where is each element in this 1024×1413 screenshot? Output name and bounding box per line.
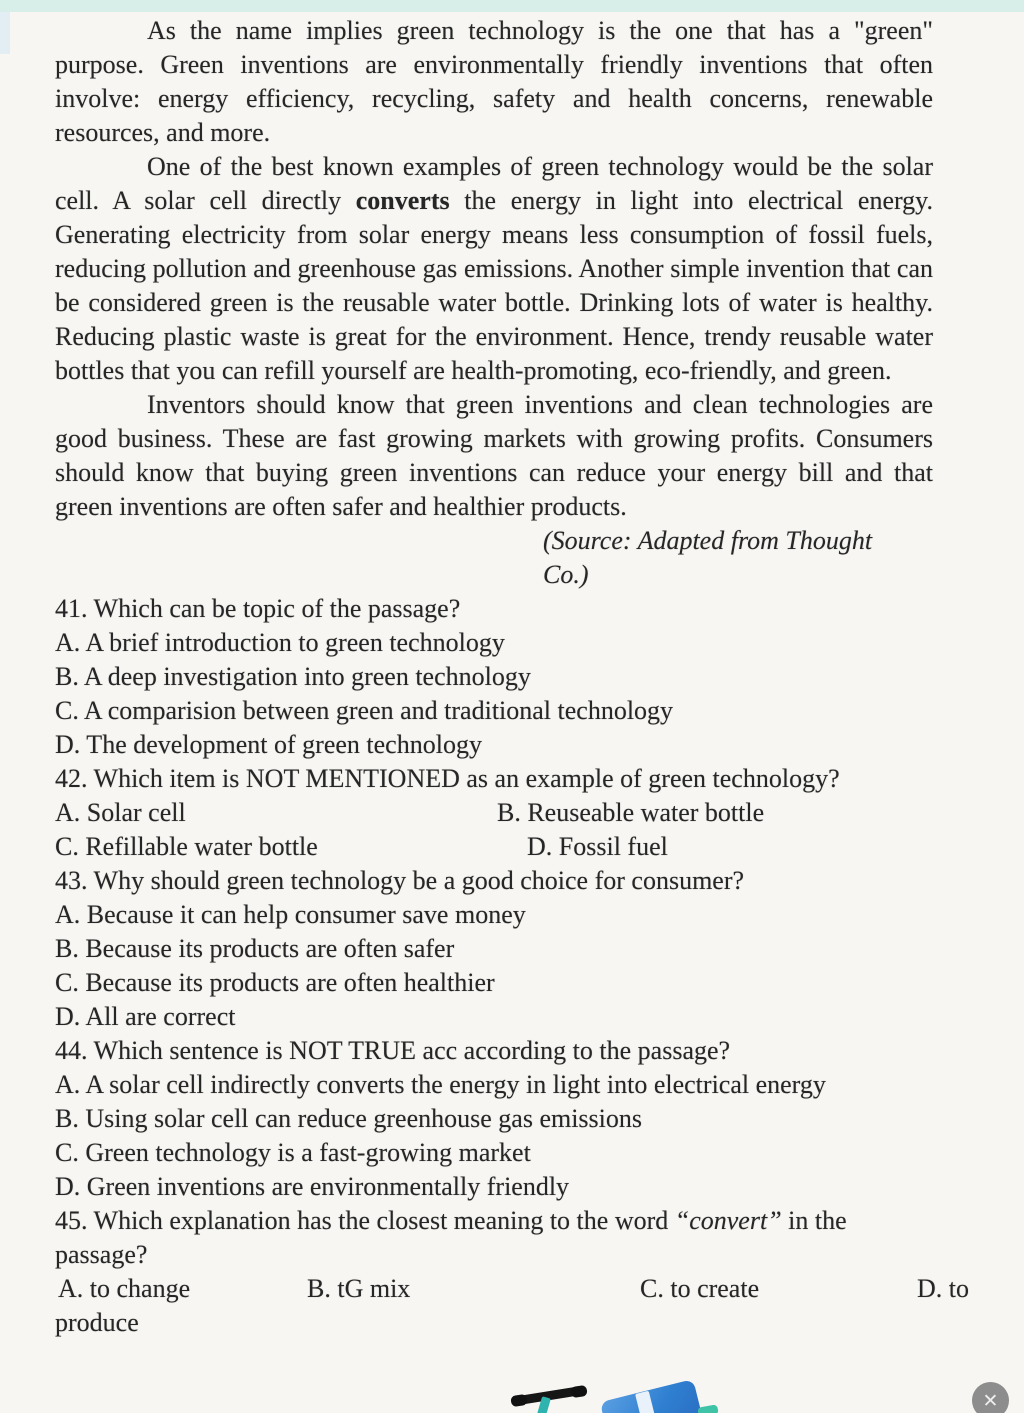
- paragraph-2-text-end: the energy in light into electrical energy. Generating electricity from solar energy means less consumption of fossil fuels, reducing pollution and greenhouse gas emissions. Another simple invention that can be considered green is the reusable water bottle. Drinking lots of water is healthy. Reducing plastic waste is great for the environment. Hence, trendy reusable water bottles that you can refill yourself are health-promoting, eco-friendly, and green.: [55, 186, 933, 385]
- question-45-option-b: B. tG mix: [307, 1274, 411, 1303]
- question-42-option-c: C. Refillable water bottle: [55, 832, 318, 861]
- question-43-title: 43. Why should green technology be a good choice for consumer?: [55, 866, 745, 895]
- question-45-title-start: 45. Which explanation has the closest meaning to the word: [55, 1206, 675, 1235]
- question-44-title: 44. Which sentence is NOT TRUE acc according to the passage?: [55, 1036, 731, 1065]
- paragraph-2-text-start: One of the best known examples of green technology would be the solar cell. A solar cell directly: [55, 152, 933, 215]
- question-41-option-d: D. The development of green technology: [55, 730, 482, 759]
- close-icon: ✕: [982, 1389, 999, 1412]
- blue-object-image: [600, 1386, 710, 1413]
- question-44-option-b: B. Using solar cell can reduce greenhouse gas emissions: [55, 1104, 643, 1133]
- question-41-title: 41. Which can be topic of the passage?: [55, 594, 461, 623]
- question-45-option-a: A. to change: [58, 1274, 191, 1303]
- question-43-option-d: D. All are correct: [55, 1002, 236, 1031]
- close-button[interactable]: [972, 1382, 1009, 1413]
- question-41-option-b: B. A deep investigation into green technology: [55, 662, 531, 691]
- question-42-options-row-1: [55, 796, 933, 830]
- question-42-option-a: A. Solar cell: [55, 798, 186, 827]
- scooter-handlebar-image: [511, 1383, 597, 1413]
- passage-paragraph-2: [55, 150, 933, 388]
- source-attribution: [543, 524, 933, 592]
- question-45-option-c: C. to create: [640, 1274, 760, 1303]
- question-43-option-b: B. Because its products are often safer: [55, 934, 455, 963]
- question-45: [55, 1204, 969, 1340]
- teal-object-fragment: [697, 1404, 718, 1413]
- question-45-title-line-1: [55, 1204, 933, 1238]
- question-45-option-d: D. to: [917, 1274, 969, 1303]
- top-strip: [0, 0, 1024, 12]
- question-43-option-c: C. Because its products are often healthier: [55, 968, 495, 997]
- question-42-title: 42. Which item is NOT MENTIONED as an example of green technology?: [55, 764, 840, 793]
- question-41-option-c: C. A comparision between green and traditional technology: [55, 696, 674, 725]
- question-44: [55, 1034, 933, 1204]
- question-43-option-a: A. Because it can help consumer save money: [55, 900, 526, 929]
- question-42-option-b: B. Reuseable water bottle: [497, 798, 765, 827]
- bold-word-converts: converts: [355, 186, 450, 215]
- question-43: [55, 864, 933, 1034]
- question-45-title-end: in the: [781, 1206, 847, 1235]
- passage-paragraph-1: As the name implies green technology is the one that has a "green" purpose. Green inventions are environmentally friendly inventions that often involve: energy efficiency, recycling, safety and health concerns, renewable resources, and more.: [55, 16, 933, 147]
- question-45-title-line-2: passage?: [55, 1240, 148, 1269]
- question-45-option-d-wrap: produce: [55, 1308, 139, 1337]
- question-44-option-c: C. Green technology is a fast-growing market: [55, 1138, 531, 1167]
- question-41-option-a: A. A brief introduction to green technology: [55, 628, 505, 657]
- source-line-1: (Source: Adapted from Thought: [543, 526, 873, 555]
- question-41: [55, 592, 933, 762]
- source-line-2: Co.): [543, 560, 589, 589]
- question-42-option-d: D. Fossil fuel: [527, 832, 668, 861]
- question-42: [55, 762, 933, 864]
- question-44-option-a: A. A solar cell indirectly converts the energy in light into electrical energy: [55, 1070, 826, 1099]
- passage-content: [55, 14, 969, 1340]
- left-edge-tint: [0, 12, 10, 54]
- scooter-left-grip: [510, 1394, 528, 1407]
- scooter-right-grip: [570, 1385, 588, 1398]
- italic-word-convert: “convert”: [674, 1206, 782, 1235]
- passage-paragraph-3: Inventors should know that green inventions and clean technologies are good business. These are fast growing markets with growing profits. Consumers should know that buying green inventions can reduce your energy bill and that green inventions are often safer and healthier products.: [55, 390, 933, 521]
- question-45-options-row: [55, 1272, 969, 1306]
- question-44-option-d: D. Green inventions are environmentally friendly: [55, 1172, 570, 1201]
- question-42-options-row-2: [55, 830, 933, 864]
